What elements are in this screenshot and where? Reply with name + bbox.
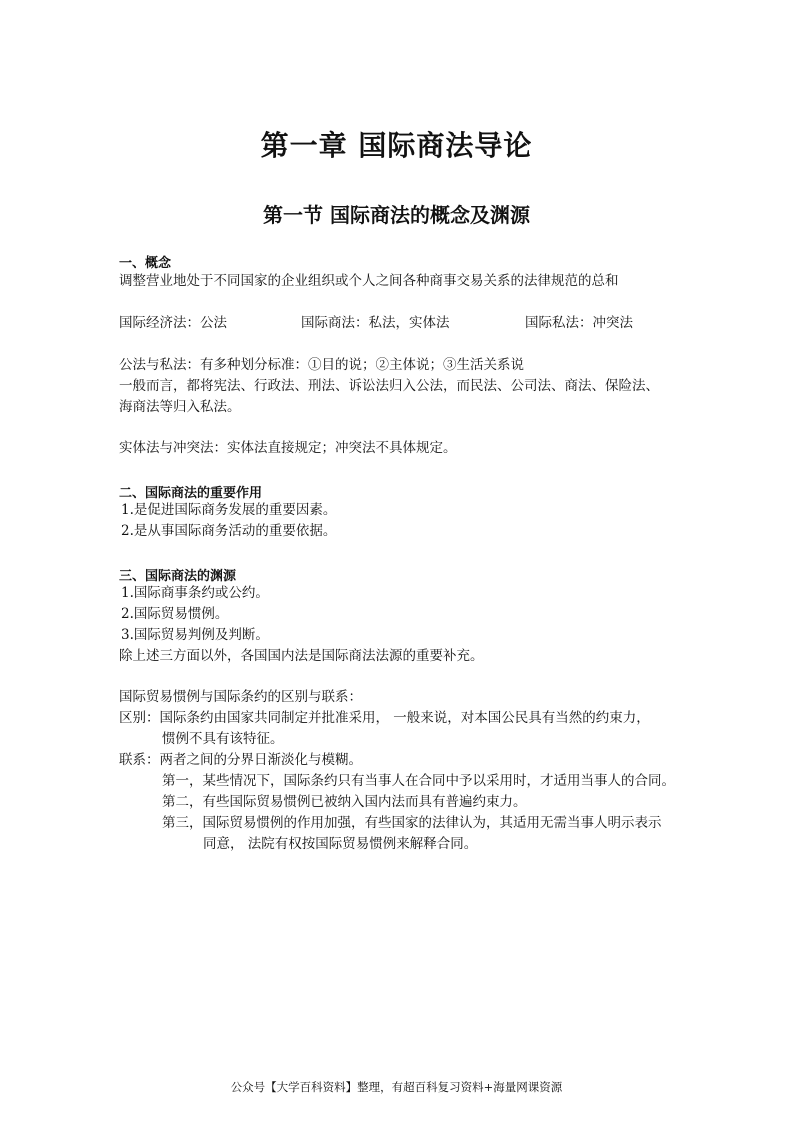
link-third-1: 第三，国际贸易惯例的作用加强，有些国家的法律认为，其适用无需当事人明示表示 bbox=[162, 815, 662, 831]
chapter-title: 第一章 国际商法导论 bbox=[260, 129, 533, 162]
source-item-3: 3.国际贸易判例及判断。 bbox=[121, 627, 269, 643]
link-second: 第二，有些国际贸易惯例已被纳入国内法而具有普遍约束力。 bbox=[162, 794, 527, 810]
public-private-criteria: 公法与私法：有多种划分标准：①目的说；②主体说；③生活关系说 bbox=[119, 357, 524, 373]
rel-international-commercial-law: 国际商法：私法，实体法 bbox=[301, 315, 450, 331]
diff-heading: 国际贸易惯例与国际条约的区别与联系： bbox=[119, 689, 362, 705]
source-item-1: 1.国际商事条约或公约。 bbox=[121, 585, 269, 601]
section-title: 第一节 国际商法的概念及渊源 bbox=[263, 203, 530, 227]
link-third-2: 同意， 法院有权按国际贸易惯例来解释合同。 bbox=[203, 836, 478, 852]
public-private-detail-2: 海商法等归入私法。 bbox=[119, 399, 241, 415]
importance-item-2: 2.是从事国际商务活动的重要依据。 bbox=[121, 523, 337, 539]
rel-private-international-law: 国际私法：冲突法 bbox=[525, 315, 633, 331]
rel-international-economic-law: 国际经济法：公法 bbox=[119, 315, 227, 331]
source-item-2: 2.国际贸易惯例。 bbox=[121, 606, 229, 622]
link-line-1: 联系：两者之间的分界日渐淡化与模糊。 bbox=[119, 752, 362, 768]
heading-importance: 二、国际商法的重要作用 bbox=[119, 486, 263, 501]
sources-supplement: 除上述三方面以外，各国国内法是国际商法法源的重要补充。 bbox=[119, 648, 484, 664]
link-first: 第一，某些情况下，国际条约只有当事人在合同中予以采用时，才适用当事人的合同。 bbox=[162, 773, 675, 789]
diff-line-2: 惯例不具有该特征。 bbox=[162, 731, 284, 747]
diff-line-1: 区别：国际条约由国家共同制定并批准采用， 一般来说，对本国公民具有当然的约束力， bbox=[119, 710, 650, 726]
definition-text: 调整营业地处于不同国家的企业组织或个人之间各种商事交易关系的法律规范的总和 bbox=[119, 273, 619, 289]
substantive-conflict-text: 实体法与冲突法：实体法直接规定；冲突法不具体规定。 bbox=[119, 440, 457, 456]
heading-sources: 三、国际商法的渊源 bbox=[119, 569, 237, 584]
heading-concept: 一、概念 bbox=[119, 256, 172, 271]
public-private-detail-1: 一般而言，都将宪法、行政法、刑法、诉讼法归入公法，而民法、公司法、商法、保险法、 bbox=[119, 378, 659, 394]
page-footer: 公众号【大学百科资料】整理，有超百科复习资料+海量网课资源 bbox=[230, 1080, 563, 1094]
importance-item-1: 1.是促进国际商务发展的重要因素。 bbox=[121, 502, 337, 518]
